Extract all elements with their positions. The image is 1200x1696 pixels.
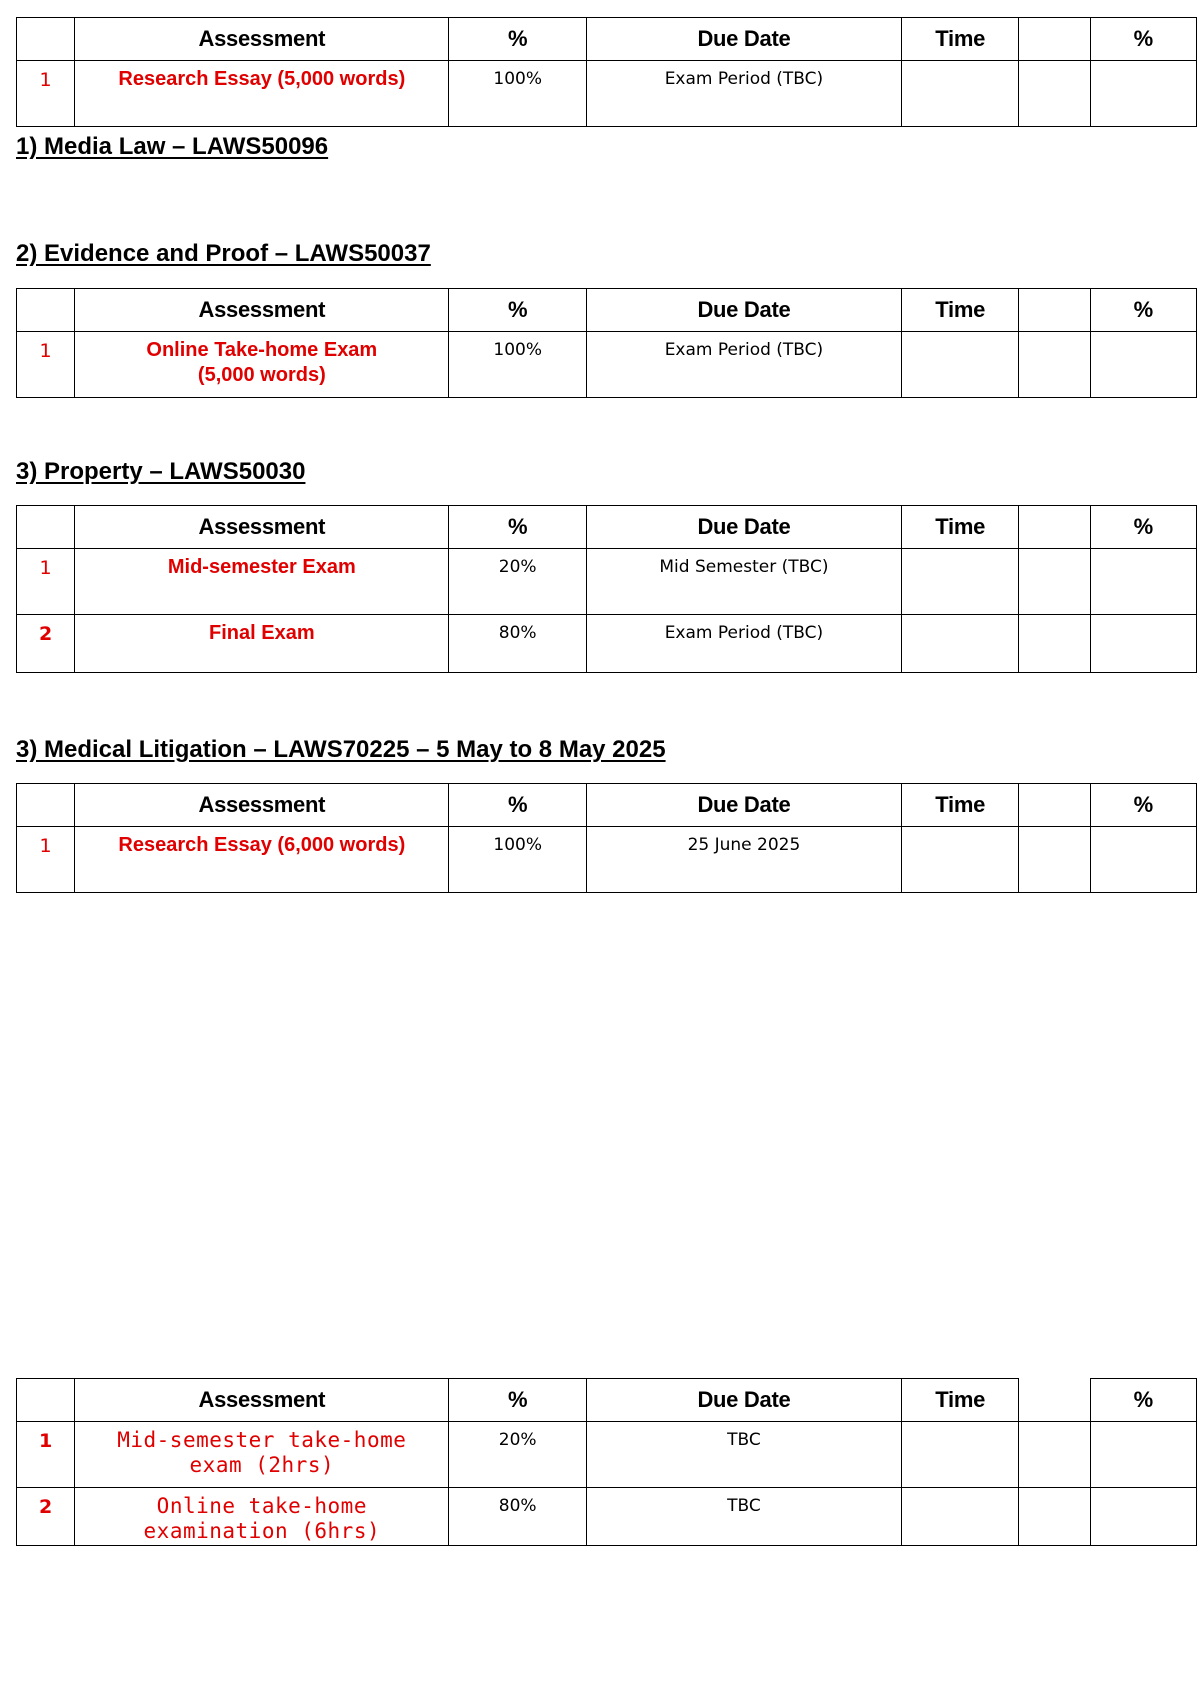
assessment-percent-2 [1090, 1488, 1196, 1546]
header-time: Time [901, 506, 1018, 549]
section-heading-evidence: 2) Evidence and Proof – LAWS50037 [16, 240, 431, 267]
header-percent-2: % [1090, 1379, 1196, 1422]
assessment-table-medical-litigation [16, 783, 1197, 893]
header-percent: % [449, 506, 586, 549]
table-row [17, 1488, 1197, 1546]
header-assessment: Assessment [75, 784, 449, 827]
assessment-due-date: TBC [586, 1488, 901, 1546]
table-row [17, 332, 1197, 398]
assessment-name: Online Take-home Exam (5,000 words) [75, 332, 449, 398]
assessment-table-take-home [16, 1378, 1197, 1546]
header-assessment: Assessment [75, 18, 449, 61]
assessment-name: Mid-semester take-home exam (2hrs) [75, 1422, 449, 1488]
table-header-row [17, 506, 1197, 549]
assessment-time [901, 827, 1018, 893]
assessment-percent-2 [1090, 615, 1196, 673]
header-percent: % [449, 1379, 586, 1422]
header-time: Time [901, 18, 1018, 61]
assessment-percent: 20% [449, 549, 586, 615]
assessment-percent-2 [1090, 549, 1196, 615]
assessment-percent: 80% [449, 615, 586, 673]
row-number: 1 [17, 332, 75, 398]
row-number: 2 [17, 615, 75, 673]
assessment-due-date: Exam Period (TBC) [586, 615, 901, 673]
header-blank-2 [1019, 784, 1090, 827]
header-assessment: Assessment [75, 289, 449, 332]
assessment-percent-2 [1090, 827, 1196, 893]
assessment-time [901, 332, 1018, 398]
assessment-time [901, 1422, 1018, 1488]
assessment-table-research-essay [16, 17, 1197, 127]
assessment-blank [1019, 1422, 1090, 1488]
assessment-due-date: Mid Semester (TBC) [586, 549, 901, 615]
header-blank [17, 18, 75, 61]
row-number: 1 [17, 61, 75, 127]
header-blank [17, 506, 75, 549]
header-percent: % [449, 784, 586, 827]
header-blank-2 [1019, 506, 1090, 549]
header-assessment: Assessment [75, 506, 449, 549]
assessment-percent: 100% [449, 332, 586, 398]
table-row [17, 61, 1197, 127]
assessment-table-evidence [16, 288, 1197, 398]
header-blank-2 [1019, 289, 1090, 332]
table-row [17, 615, 1197, 673]
assessment-percent: 100% [449, 61, 586, 127]
assessment-percent: 20% [449, 1422, 586, 1488]
table-header-row [17, 289, 1197, 332]
assessment-percent-2 [1090, 61, 1196, 127]
assessment-name: Online take-home examination (6hrs) [75, 1488, 449, 1546]
table-row [17, 1422, 1197, 1488]
section-heading-property: 3) Property – LAWS50030 [16, 458, 306, 485]
table-header-row [17, 1379, 1197, 1422]
row-number: 1 [17, 1422, 75, 1488]
header-due-date: Due Date [586, 1379, 901, 1422]
header-due-date: Due Date [586, 784, 901, 827]
assessment-table-property [16, 505, 1197, 673]
header-due-date: Due Date [586, 289, 901, 332]
header-percent-2: % [1090, 784, 1196, 827]
header-percent-2: % [1090, 18, 1196, 61]
assessment-percent-2 [1090, 332, 1196, 398]
header-time: Time [901, 1379, 1018, 1422]
header-blank-2 [1019, 1379, 1090, 1422]
assessment-due-date: TBC [586, 1422, 901, 1488]
header-blank [17, 1379, 75, 1422]
header-blank [17, 289, 75, 332]
header-time: Time [901, 784, 1018, 827]
row-number: 1 [17, 549, 75, 615]
assessment-time [901, 549, 1018, 615]
row-number: 1 [17, 827, 75, 893]
assessment-blank [1019, 827, 1090, 893]
assessment-time [901, 1488, 1018, 1546]
section-heading-media-law: 1) Media Law – LAWS50096 [16, 133, 329, 160]
assessment-percent: 80% [449, 1488, 586, 1546]
assessment-blank [1019, 1488, 1090, 1546]
assessment-time [901, 615, 1018, 673]
assessment-blank [1019, 332, 1090, 398]
table-header-row [17, 18, 1197, 61]
row-number: 2 [17, 1488, 75, 1546]
section-heading-medical-litigation: 3) Medical Litigation – LAWS70225 – 5 May to 8 May 2025 [16, 736, 666, 763]
assessment-percent: 100% [449, 827, 586, 893]
header-blank-2 [1019, 18, 1090, 61]
assessment-name: Research Essay (6,000 words) [75, 827, 449, 893]
assessment-due-date: Exam Period (TBC) [586, 61, 901, 127]
assessment-blank [1019, 61, 1090, 127]
assessment-due-date: 25 June 2025 [586, 827, 901, 893]
assessment-name: Mid-semester Exam [75, 549, 449, 615]
assessment-name: Final Exam [75, 615, 449, 673]
assessment-name: Research Essay (5,000 words) [75, 61, 449, 127]
header-blank [17, 784, 75, 827]
header-percent-2: % [1090, 289, 1196, 332]
header-percent: % [449, 289, 586, 332]
table-row [17, 827, 1197, 893]
header-due-date: Due Date [586, 506, 901, 549]
assessment-percent-2 [1090, 1422, 1196, 1488]
assessment-time [901, 61, 1018, 127]
header-percent: % [449, 18, 586, 61]
header-time: Time [901, 289, 1018, 332]
assessment-blank [1019, 615, 1090, 673]
assessment-blank [1019, 549, 1090, 615]
header-percent-2: % [1090, 506, 1196, 549]
header-assessment: Assessment [75, 1379, 449, 1422]
assessment-due-date: Exam Period (TBC) [586, 332, 901, 398]
header-due-date: Due Date [586, 18, 901, 61]
table-header-row [17, 784, 1197, 827]
table-row [17, 549, 1197, 615]
